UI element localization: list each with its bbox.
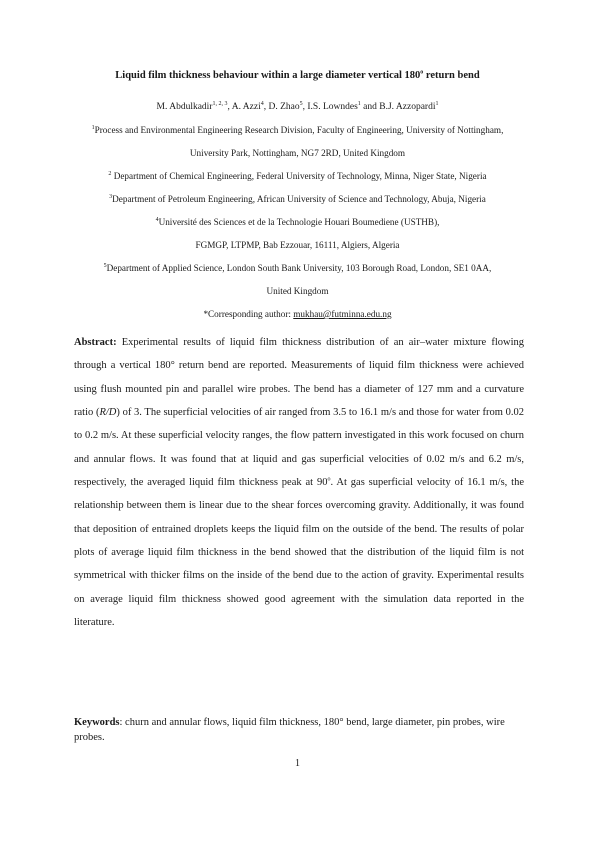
title-degree-sup: o — [420, 69, 424, 76]
keywords: Keywords: churn and annular flows, liquid film thickness, 180° bend, large diameter, pin probes, wire probes. — [74, 717, 505, 743]
author: I.S. Lowndes$^1$ and — [307, 100, 380, 112]
author: M. Abdulkadir$^{1, 2, 3}$, — [156, 100, 232, 112]
author: D. Zhao$^5$, — [268, 100, 308, 112]
author-list — [60, 101, 535, 114]
author: A. Azzi$^4$, — [231, 100, 269, 112]
paper-title — [60, 69, 535, 83]
affiliation-4-line-1: $^4$Université des Sciences et de la Technologie Houari Boumediene (USTHB), — [155, 216, 440, 227]
affiliation-2: $^2$ Department of Chemical Engineering, Federal University of Technology, Minna, Niger State, Nigeria — [108, 170, 487, 181]
page-number: 1 — [295, 758, 300, 769]
abstract: Abstract: Experimental results of liquid film thickness distribution of an air–water mixture flowing through a vertical 180° return bend are reported. Measurements of liquid film thickness were achieved using flush mounted pin and parallel wire probes. The bend has a diameter of 127 mm and a curvature ratio (R/D) of 3. The superficial velocities of air ranged from 3.5 to 16.1 m/s and those for water from 0.02 to 0.2 m/s. At these superficial velocity ranges, the flow pattern investigated in this work focused on churn and annular flows. It was found that at liquid and gas superficial velocities of 0.02 m/s and 6.2 m/s, respectively, the averaged liquid film thickness peak at 90$^o$. At gas superficial velocity of 16.1 m/s, the relationship between them is linear due to the shear forces overcoming gravity. Additionally, it was found that deposition of entrained droplets keeps the liquid film on the outside of the bend. The results of polar plots of average liquid film thickness in the bend showed that the distribution of the liquid film is not symmetrical with thicker films on the inside of the bend due to the action of gravity. Experimental results on average liquid film thickness showed good agreement with the simulation data reported in the literature. — [74, 337, 524, 629]
affiliation-1-line-2: University Park, Nottingham, NG7 2RD, United Kingdom — [189, 148, 406, 158]
affiliation-5-line-2: United Kingdom — [266, 286, 329, 296]
corresponding-email-link[interactable]: mukhau@futminna.edu.ng — [293, 309, 392, 319]
affiliation-5-line-1: $^5$Department of Applied Science, London South Bank University, 103 Borough Road, London, SE1 0AA, — [103, 262, 492, 273]
abstract-label: Abstract: — [74, 337, 117, 348]
affiliation-3: $^3$Department of Petroleum Engineering, African University of Science and Technology, Abuja, Nigeria — [109, 193, 486, 204]
keywords-label: Keywords — [74, 717, 120, 728]
affiliation-1-line-1: $^1$Process and Environmental Engineering Research Division, Faculty of Engineering, University of Nottingham, — [91, 124, 504, 135]
author: B.J. Azzopardi$^1$ — [379, 100, 439, 112]
title-text: Liquid film thickness behaviour within a large diameter vertical 180 — [115, 70, 421, 81]
title-text-end: return bend — [423, 70, 480, 81]
affiliation-4-line-2: FGMGP, LTPMP, Bab Ezzouar, 16111, Algiers, Algeria — [195, 240, 400, 250]
corresponding-author: *Corresponding author: mukhau@futminna.edu.ng — [203, 309, 392, 319]
